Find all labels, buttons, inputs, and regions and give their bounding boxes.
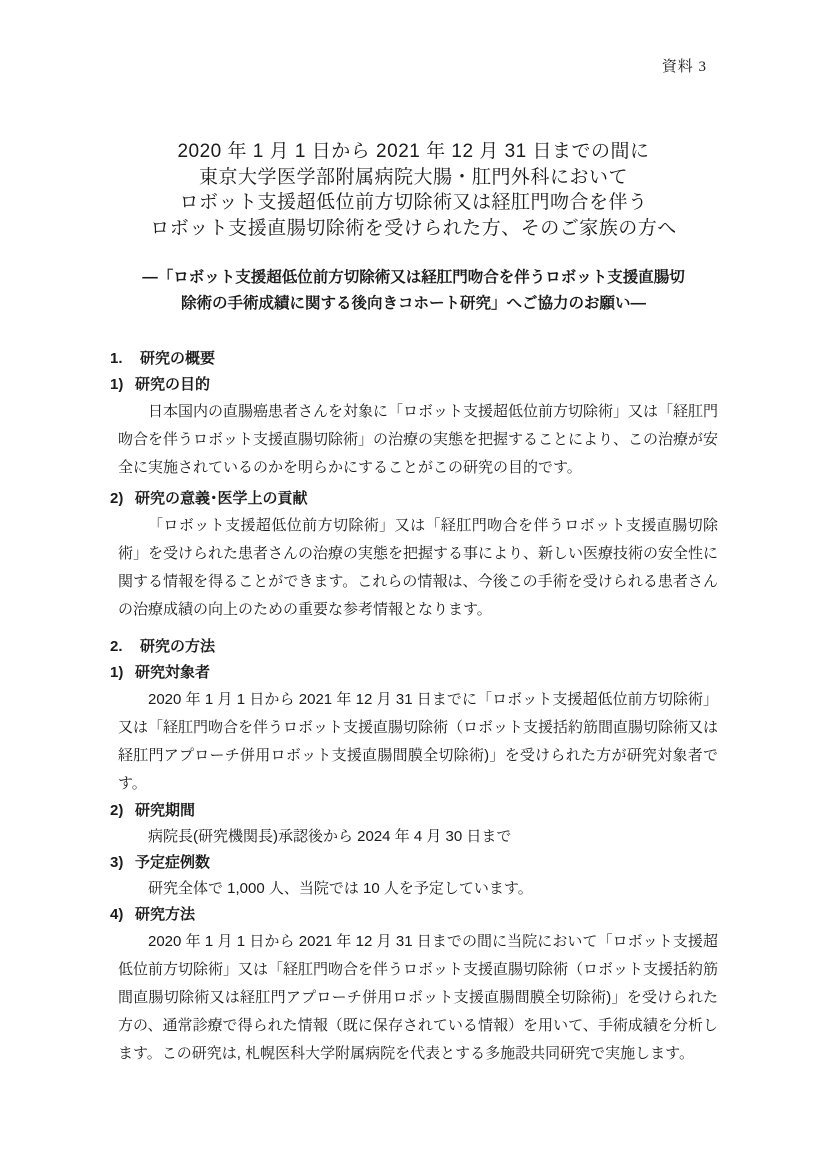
section-number: 2. xyxy=(110,638,123,655)
title-line: 東京大学医学部附属病院大腸・肛門外科において xyxy=(198,166,628,188)
subsection-title: 研究期間 xyxy=(135,802,196,819)
subsection-number: 2) xyxy=(110,802,124,819)
paragraph-planned-cases: 研究全体で 1,000 人、当院では 10 人を予定しています。 xyxy=(148,880,533,897)
subtitle-line: ―「ロボット支援超低位前方切除術又は経肛門吻合を伴うロボット支援直腸切 xyxy=(142,269,685,286)
paragraph-period: 病院長(研究機関長)承認後から 2024 年 4 月 30 日まで xyxy=(148,828,512,845)
subsection-heading-purpose xyxy=(110,372,718,398)
document-title xyxy=(0,139,827,241)
section-title: 研究の概要 xyxy=(140,350,216,367)
subsection-heading-significance xyxy=(110,486,718,512)
section-number: 1. xyxy=(110,350,123,367)
subsection-number: 1) xyxy=(110,376,124,393)
section-heading-overview xyxy=(110,345,718,372)
subtitle-line: 除術の手術成績に関する後向きコホート研究」へご協力のお願い― xyxy=(180,294,646,312)
subsection-number: 3) xyxy=(110,854,124,871)
subsection-title: 予定症例数 xyxy=(135,854,211,871)
subsection-title: 研究の意義･医学上の貢献 xyxy=(135,490,308,507)
subsection-title: 研究対象者 xyxy=(135,664,211,681)
subsection-heading-planned-cases xyxy=(110,850,718,876)
section-title: 研究の方法 xyxy=(140,638,216,655)
paragraph-purpose: 日本国内の直腸癌患者さんを対象に「ロボット支援超低位前方切除術」又は「経肛門吻合を伴うロボット支援直腸切除術」の治療の実態を把握することにより、この治療が安全に実施されているのかを明らかにすることがこの研究の目的です。 xyxy=(118,403,719,476)
section-heading-methods xyxy=(110,633,718,660)
subsection-number: 4) xyxy=(110,906,124,923)
subsection-heading-method xyxy=(110,902,718,928)
doc-reference-label: 資料 3 xyxy=(661,59,707,75)
subsection-heading-period xyxy=(110,798,718,824)
paragraph-subjects: 2020 年 1 月 1 日から 2021 年 12 月 31 日までに「ロボット支援超低位前方切除術」又は「経肛門吻合を伴うロボット支援直腸切除術（ロボット支援括約筋間直腸切除術又は経肛門アプローチ併用ロボット支援直腸間膜全切除術)」を受けられた方が研究対象者です。 xyxy=(118,691,719,792)
title-line: ロボット支援直腸切除術を受けられた方、そのご家族の方へ xyxy=(150,217,677,239)
paragraph-significance: 「ロボット支援超低位前方切除術」又は「経肛門吻合を伴うロボット支援直腸切除術」を受けられた患者さんの治療の実態を把握する事により、新しい医療技術の安全性に関する情報を得ることができます。これらの情報は、今後この手術を受けられる患者さんの治療成績の向上のための重要な参考情報となります。 xyxy=(118,517,719,618)
title-line: 2020 年 1 月 1 日から 2021 年 12 月 31 日までの間に xyxy=(177,141,650,162)
subsection-title: 研究の目的 xyxy=(135,376,211,393)
title-line: ロボット支援超低位前方切除術又は経肛門吻合を伴う xyxy=(179,192,648,213)
paragraph-method: 2020 年 1 月 1 日から 2021 年 12 月 31 日までの間に当院において「ロボット支援超低位前方切除術」又は「経肛門吻合を伴うロボット支援直腸切除術（ロボット支援括約筋間直腸切除術又は経肛門アプローチ併用ロボット支援直腸間膜全切除術)」を受けられた方の、通常診療で得られた情報（既に保存されている情報）を用いて、手術成績を分析します。この研究は, 札幌医科大学附属病院を代表とする多施設共同研究で実施します。 xyxy=(118,933,719,1062)
document-subtitle xyxy=(0,265,827,316)
document-body xyxy=(110,345,718,1068)
subsection-number: 1) xyxy=(110,664,124,681)
subsection-heading-subjects xyxy=(110,660,718,686)
subsection-number: 2) xyxy=(110,490,124,507)
subsection-title: 研究方法 xyxy=(135,906,196,923)
